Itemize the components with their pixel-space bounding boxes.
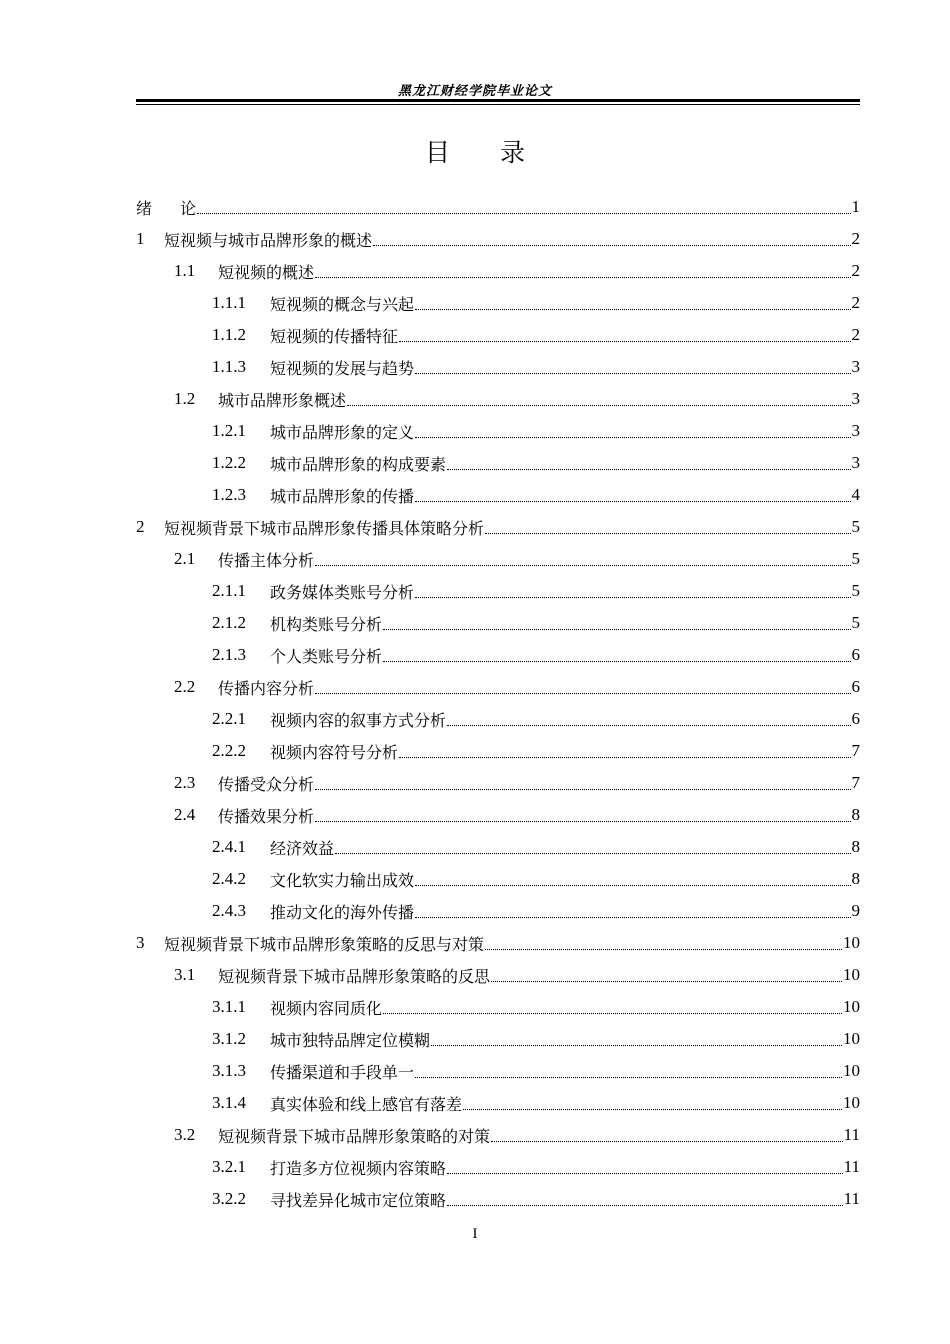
toc-entry-page: 3 [851,453,860,472]
toc-entry-number: 3.1.3 [212,1061,246,1080]
toc-entry-label: 经济效益 [270,838,335,858]
toc-entry-number: 1.2 [174,389,196,408]
toc-entry-number: 1.1.2 [212,325,246,344]
toc-entry-page: 11 [843,1125,860,1144]
toc-entry[interactable] [136,863,860,895]
toc-entry[interactable] [136,703,860,735]
toc-entry[interactable] [136,639,860,671]
toc-entry-number: 2.3 [174,773,196,792]
dot-leader [315,693,850,694]
running-header: 黑龙江财经学院毕业论文 [397,84,552,99]
dot-leader [415,885,850,886]
toc-entry-page: 10 [843,1061,860,1080]
dot-leader [197,213,850,214]
toc-entry[interactable] [136,415,860,447]
toc-entry-label: 传播效果分析 [218,806,315,826]
dot-leader [415,437,850,438]
toc-entry-number: 2.2.2 [212,741,246,760]
toc-entry[interactable] [136,575,860,607]
toc-entry-label: 短视频的概念与兴起 [270,294,415,314]
toc-entry-label: 城市品牌形象的构成要素 [270,454,447,474]
toc-entry-number: 2.2 [174,677,196,696]
dot-leader [399,341,850,342]
toc-entry[interactable] [136,543,860,575]
toc-entry-page: 10 [843,1093,860,1112]
toc-entry-page: 6 [851,645,860,664]
toc-entry-number: 2 [136,517,145,536]
dot-leader [315,565,850,566]
dot-leader [447,469,850,470]
intro-char-2: 论 [180,198,197,218]
toc-entry-number: 1.1.1 [212,293,246,312]
toc-entry-page: 2 [851,261,860,280]
toc-entry-page: 3 [851,357,860,376]
toc-entry[interactable] [136,1151,860,1183]
toc-entry-number: 3.1 [174,965,196,984]
toc-entry-label: 真实体验和线上感官有落差 [270,1094,463,1114]
toc-entry[interactable] [136,447,860,479]
dot-leader [383,1013,842,1014]
toc-title: 目 录 [424,138,525,167]
toc-entry-page: 5 [851,517,860,536]
toc-entry[interactable] [136,927,860,959]
toc-entry-page: 10 [843,997,860,1016]
dot-leader [431,1045,842,1046]
toc-entry-label: 机构类账号分析 [270,614,383,634]
toc-entry-intro[interactable] [136,191,860,223]
toc-entry-page: 1 [851,197,860,216]
toc-entry-label: 寻找差异化城市定位策略 [270,1190,447,1210]
dot-leader [415,309,850,310]
toc-entry-page: 10 [843,933,860,952]
dot-leader [315,821,850,822]
toc-entry-label: 传播内容分析 [218,678,315,698]
toc-entry-number: 2.4.1 [212,837,246,856]
toc-entry-number: 1.2.1 [212,421,246,440]
toc-entry-label: 城市品牌形象的传播 [270,486,415,506]
toc-entry-number: 3.1.2 [212,1029,246,1048]
toc-entry-label: 城市品牌形象概述 [218,390,347,410]
dot-leader [415,501,850,502]
toc-entry-label: 城市独特品牌定位模糊 [270,1030,431,1050]
toc-entry-page: 11 [843,1157,860,1176]
toc-entry-page: 9 [851,901,860,920]
toc-entry-page: 11 [843,1189,860,1208]
toc-entry[interactable] [136,671,860,703]
toc-entry[interactable] [136,735,860,767]
toc-entry[interactable] [136,767,860,799]
toc-entry-page: 8 [851,837,860,856]
toc-entry[interactable] [136,319,860,351]
toc-entry-number: 2.1.2 [212,613,246,632]
toc-entry-label: 城市品牌形象的定义 [270,422,415,442]
toc-entry[interactable] [136,1087,860,1119]
toc-entry[interactable] [136,479,860,511]
toc-entry-label: 个人类账号分析 [270,646,383,666]
toc-entry-label: 视频内容同质化 [270,998,383,1018]
toc-entry-number: 2.1.1 [212,581,246,600]
dot-leader [399,757,850,758]
toc-entry[interactable] [136,607,860,639]
toc-entry-page: 3 [851,389,860,408]
dot-leader [491,981,842,982]
toc-entry-number: 2.1 [174,549,196,568]
toc-entry[interactable] [136,959,860,991]
toc-entry-page: 5 [851,613,860,632]
toc-entry-label: 传播受众分析 [218,774,315,794]
toc-entry-label: 视频内容的叙事方式分析 [270,710,447,730]
toc-entry-number: 1 [136,229,145,248]
toc-entry-number: 2.4.2 [212,869,246,888]
toc-entry-page: 2 [851,293,860,312]
header-rule-thin [136,104,860,105]
toc-entry-label [136,196,196,219]
dot-leader [415,597,850,598]
toc-entry-page: 6 [851,709,860,728]
toc-entry-page: 2 [851,325,860,344]
dot-leader [415,1077,842,1078]
toc-entry-label: 打造多方位视频内容策略 [270,1158,447,1178]
toc-entry[interactable] [136,287,860,319]
toc-entry-page: 5 [851,581,860,600]
page-number: I [472,1226,478,1242]
toc-entry-label: 文化软实力输出成效 [270,870,415,890]
dot-leader [463,1109,842,1110]
toc-entry-number: 2.4 [174,805,196,824]
toc-entry-label: 短视频与城市品牌形象的概述 [164,230,373,250]
toc-entry-number: 3.2 [174,1125,196,1144]
intro-char-1: 绪 [136,198,153,218]
toc-entry-page: 2 [851,229,860,248]
dot-leader [415,373,850,374]
toc-entry-page: 10 [843,965,860,984]
toc-entry-label: 传播主体分析 [218,550,315,570]
toc-entry-label: 推动文化的海外传播 [270,902,415,922]
toc-entry-label: 短视频的发展与趋势 [270,358,415,378]
toc-entry[interactable] [136,991,860,1023]
toc-entry[interactable] [136,831,860,863]
toc-entry-label: 政务媒体类账号分析 [270,582,415,602]
toc-entry-number: 3.1.1 [212,997,246,1016]
toc-entry-label: 传播渠道和手段单一 [270,1062,415,1082]
dot-leader [383,661,850,662]
toc-entry[interactable] [136,1055,860,1087]
dot-leader [383,629,850,630]
toc-entry-number: 3.1.4 [212,1093,246,1112]
toc-entry-label: 视频内容符号分析 [270,742,399,762]
dot-leader [415,917,850,918]
toc-entry-number: 2.4.3 [212,901,246,920]
toc-entry-number: 3.2.2 [212,1189,246,1208]
dot-leader [373,245,850,246]
toc-entry-number: 1.1 [174,261,196,280]
toc-entry-label: 短视频背景下城市品牌形象策略的反思与对策 [164,934,485,954]
toc-entry-number: 1.2.3 [212,485,246,504]
toc-entry-page: 8 [851,869,860,888]
header-rule-thick [136,99,860,102]
toc-entry-number: 1.1.3 [212,357,246,376]
toc-entry[interactable] [136,351,860,383]
toc-list [136,191,860,1215]
toc-entry[interactable] [136,383,860,415]
toc-entry-number: 3.2.1 [212,1157,246,1176]
toc-entry-page: 3 [851,421,860,440]
toc-entry[interactable] [136,255,860,287]
dot-leader [315,789,850,790]
dot-leader [491,1141,843,1142]
toc-entry-label: 短视频的概述 [218,262,315,282]
toc-entry-page: 8 [851,805,860,824]
dot-leader [447,725,850,726]
toc-entry-page: 6 [851,677,860,696]
toc-entry-label: 短视频的传播特征 [270,326,399,346]
toc-entry-page: 7 [851,773,860,792]
toc-entry-page: 5 [851,549,860,568]
dot-leader [315,277,850,278]
toc-entry-label: 短视频背景下城市品牌形象传播具体策略分析 [164,518,485,538]
dot-leader [485,949,842,950]
toc-entry[interactable] [136,511,860,543]
toc-entry[interactable] [136,1119,860,1151]
toc-entry[interactable] [136,223,860,255]
dot-leader [485,533,850,534]
toc-entry-page: 4 [851,485,860,504]
toc-entry[interactable] [136,799,860,831]
toc-entry[interactable] [136,1023,860,1055]
toc-entry-page: 7 [851,741,860,760]
toc-entry-number: 3 [136,933,145,952]
dot-leader [347,405,850,406]
dot-leader [335,853,850,854]
toc-entry-label: 短视频背景下城市品牌形象策略的反思 [218,966,491,986]
toc-entry-label: 短视频背景下城市品牌形象策略的对策 [218,1126,491,1146]
dot-leader [447,1205,843,1206]
toc-entry-number: 2.2.1 [212,709,246,728]
toc-entry-number: 1.2.2 [212,453,246,472]
toc-entry[interactable] [136,1183,860,1215]
toc-entry-page: 10 [843,1029,860,1048]
dot-leader [447,1173,843,1174]
toc-entry-number: 2.1.3 [212,645,246,664]
toc-entry[interactable] [136,895,860,927]
